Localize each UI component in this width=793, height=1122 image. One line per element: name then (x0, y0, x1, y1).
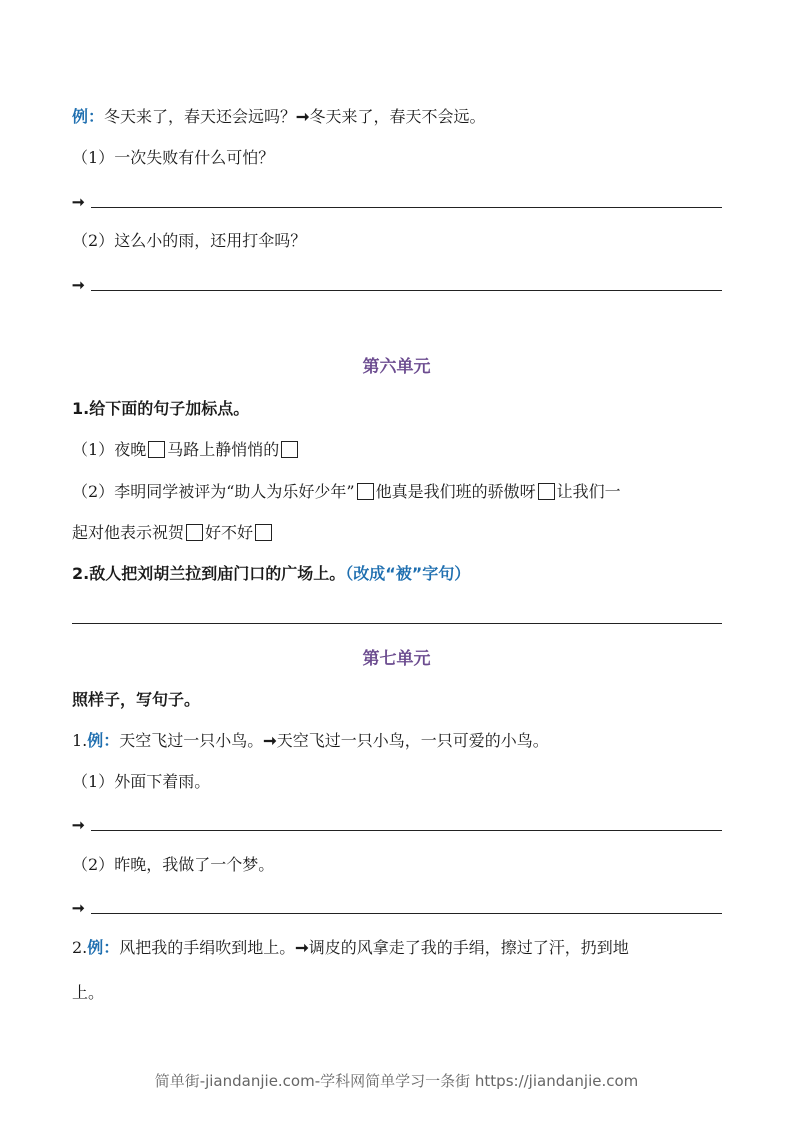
text-part: 好不好 (205, 523, 254, 542)
answer-line-1[interactable] (72, 193, 722, 213)
question-item-2 (72, 230, 306, 252)
example-sentence (72, 106, 485, 128)
unit7-q1-example (72, 730, 549, 752)
item-number: （2） (72, 855, 115, 874)
item-number: （2） (72, 482, 115, 501)
unit6-q1-item2-line1 (72, 481, 621, 503)
unit7-q1-item1 (72, 771, 210, 793)
unit7-q1-item2 (72, 854, 274, 876)
arrow-icon: ➞ (72, 193, 85, 211)
punctuation-box[interactable] (186, 524, 203, 541)
example-answer: 冬天来了，春天不会远。 (309, 107, 486, 126)
text-part: 马路上静悄悄的 (167, 440, 280, 459)
answer-rule[interactable] (72, 623, 722, 624)
example-question: 冬天来了，春天还会远吗？ (104, 107, 297, 126)
item-text: 昨晚，我做了一个梦。 (114, 855, 275, 874)
item-text: 外面下着雨。 (114, 772, 211, 791)
punctuation-box[interactable] (357, 483, 374, 500)
unit6-q1-item2-line2 (72, 522, 274, 544)
question-number: 1. (72, 731, 88, 750)
text-part: 他真是我们班的骄傲呀 (375, 482, 536, 501)
answer-rule (91, 207, 722, 208)
punctuation-box[interactable] (281, 441, 298, 458)
unit7-instruction: 照样子，写句子。 (72, 690, 201, 709)
footer-watermark: 简单街-jiandanjie.com-学科网简单学习一条街 https://jiandanjie.com (154, 1072, 639, 1090)
item-text: 一次失败有什么可怕？ (114, 148, 275, 167)
text-part: 让我们一 (556, 482, 621, 501)
unit6-q1-heading: 1.给下面的句子加标点。 (72, 399, 250, 418)
unit7-title: 第七单元 (362, 649, 431, 669)
arrow-icon: ➞ (296, 107, 310, 126)
example-sentence: 天空飞过一只小鸟。 (119, 731, 264, 750)
answer-line-3[interactable] (72, 816, 722, 836)
example-label: 例： (72, 107, 105, 126)
punctuation-box[interactable] (148, 441, 165, 458)
text-part: 起对他表示祝贺 (72, 523, 185, 542)
item-number: （2） (72, 231, 115, 250)
question-instruction: （改成“被”字句） (345, 564, 471, 583)
unit6-q1-item1 (72, 439, 300, 461)
unit7-q2-example-line1 (72, 937, 629, 959)
punctuation-box[interactable] (538, 483, 555, 500)
answer-rule (91, 830, 722, 831)
unit6-title: 第六单元 (362, 357, 431, 377)
example-answer: 调皮的风拿走了我的手绢，擦过了汗，扔到地 (308, 938, 629, 957)
unit7-q2-example-line2: 上。 (72, 983, 105, 1002)
unit6-q2 (72, 563, 470, 585)
arrow-icon: ➞ (263, 731, 277, 750)
question-item-1 (72, 147, 274, 169)
arrow-icon: ➞ (72, 816, 85, 834)
arrow-icon: ➞ (72, 899, 85, 917)
punctuation-box[interactable] (255, 524, 272, 541)
question-text: 2.敌人把刘胡兰拉到庙门口的广场上。 (72, 564, 346, 583)
answer-line-4[interactable] (72, 899, 722, 919)
arrow-icon: ➞ (295, 938, 309, 957)
item-number: （1） (72, 148, 115, 167)
text-part: 夜晚 (114, 440, 147, 459)
answer-rule (91, 913, 722, 914)
arrow-icon: ➞ (72, 276, 85, 294)
example-answer: 天空飞过一只小鸟，一只可爱的小鸟。 (276, 731, 549, 750)
answer-rule (91, 290, 722, 291)
item-number: （1） (72, 772, 115, 791)
example-sentence: 风把我的手绢吹到地上。 (119, 938, 296, 957)
item-text: 这么小的雨，还用打伞吗？ (114, 231, 307, 250)
text-part: 李明同学被评为“助人为乐好少年” (114, 482, 355, 501)
example-label: 例： (87, 938, 120, 957)
item-number: （1） (72, 440, 115, 459)
question-number: 2. (72, 938, 88, 957)
example-label: 例： (87, 731, 120, 750)
answer-line-2[interactable] (72, 276, 722, 296)
